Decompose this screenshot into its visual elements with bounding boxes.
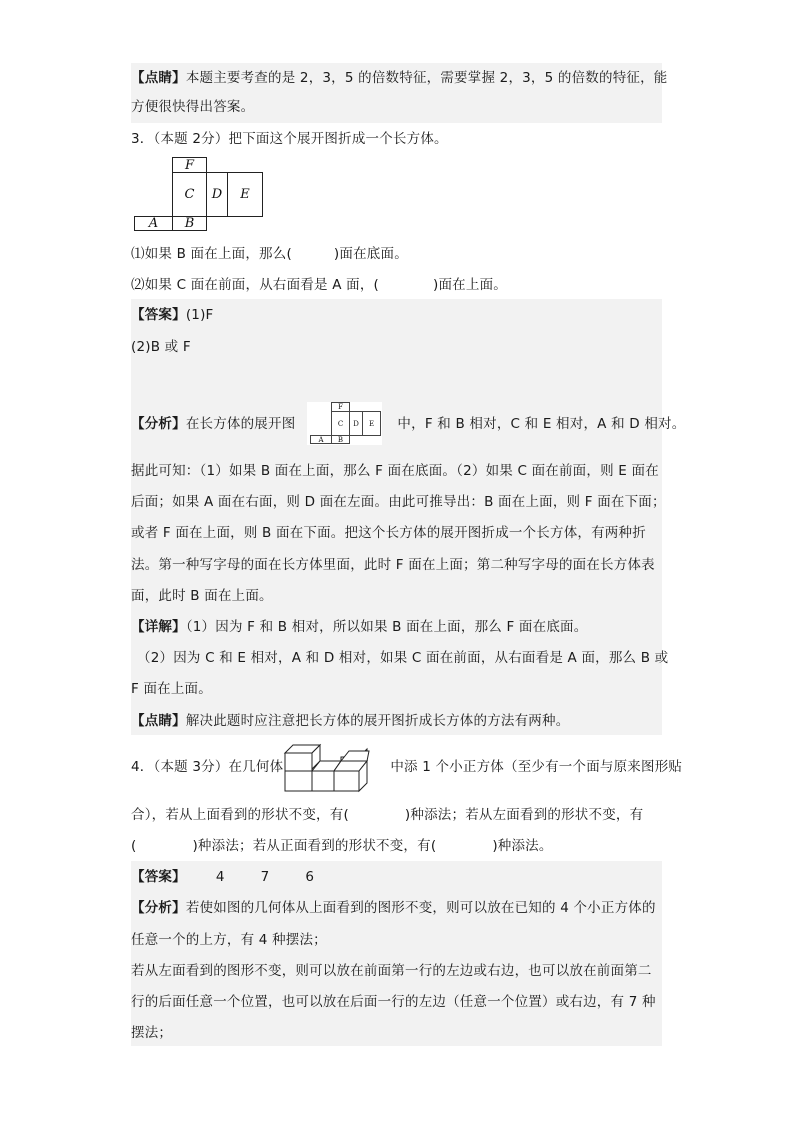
cuboid-net-figure [134,157,264,232]
q4-answer-2: 7 [260,869,270,885]
q3-reason-3: 或者 F 面在上面，则 B 面在下面。把这个长方体的展开图折成一个长方体，有两种折 [131,525,646,541]
small-net-face-a: A [310,435,332,444]
q3-part-1: ⑴如果 B 面在上面，那么( )面在底面。 [131,246,408,262]
q3-answer-tag-line: 【答案】(1)F [131,307,214,323]
q3-title: 3．（本题 2分）把下面这个展开图折成一个长方体。 [131,131,448,147]
q3-detail-1: 【详解】（1）因为 F 和 B 相对，所以如果 B 面在上面，那么 F 面在底面。 [131,619,588,635]
q4-answer-block [131,861,662,1046]
q3-reason-5: 面，此时 B 面在上面。 [131,588,273,604]
q3-answer-block [131,299,662,735]
q4-answer-1: 4 [215,869,225,885]
q4-analysis-4: 行的后面任意一个位置，也可以放在后面一行的左边（任意一个位置）或右边，有 7 种 [131,994,656,1010]
q3-detail-3: F 面在上面。 [131,681,212,697]
q4-analysis-2: 任意一个的上方，有 4 种摆法； [131,932,327,948]
small-net-face-d: D [349,411,363,436]
q4-answer-3: 6 [305,869,315,885]
net-face-c: C [172,172,207,217]
q4-line-2: 合），若从上面看到的形状不变，有( )种添法；若从左面看到的形状不变，有 [131,807,644,823]
prev-review-line-1: 【点睛】本题主要考查的是 2，3，5 的倍数特征，需要掌握 2，3，5 的倍数的特征，能 [131,70,668,86]
q3-analysis-line: 【分析】在长方体的展开图 中，F 和 B 相对，C 和 E 相对，A 和 D 相对。 [131,416,686,432]
cube-solid-figure [283,743,373,793]
net-face-a: A [134,216,173,231]
q4-title: 4．（本题 3分）在几何体 中添 1 个小正方体（至少有一个面与原来图形贴 [131,759,683,775]
q4-analysis-5: 摆法； [131,1025,173,1041]
q3-part-2: ⑵如果 C 面在前面，从右面看是 A 面，( )面在上面。 [131,277,507,293]
cuboid-net-small-figure [307,402,382,445]
net-face-d: D [206,172,228,217]
small-net-face-f: F [331,402,350,412]
q4-analysis-3: 若从左面看到的图形不变，则可以放在前面第一行的左边或右边，也可以放在前面第二 [131,963,652,979]
q4-answer: 【答案】 4 7 6 [131,869,315,885]
net-face-e: E [227,172,263,217]
prev-review-line-2: 方便很快得出答案。 [131,99,255,115]
q3-detail-2: （2）因为 C 和 E 相对，A 和 D 相对，如果 C 面在前面，从右面看是 A 面，那么 B 或 [137,650,669,666]
q3-reason-4: 法。第一种写字母的面在长方体里面，此时 F 面在上面；第二种写字母的面在长方体表 [131,557,655,573]
q4-analysis-1: 【分析】若使如图的几何体从上面看到的图形不变，则可以放在已知的 4 个小正方体的 [131,900,656,916]
small-net-face-e: E [362,411,381,436]
net-face-f: F [172,157,207,173]
q3-reason-2: 后面；如果 A 面在右面，则 D 面在左面。由此可推导出：B 面在上面，则 F 面在下面； [131,494,666,510]
q3-review: 【点睛】解决此题时应注意把长方体的展开图折成长方体的方法有两种。 [131,713,570,729]
q3-answer-2: (2)B 或 F [131,339,191,355]
small-net-face-c: C [331,411,350,436]
q4-line-3: ( )种添法；若从正面看到的形状不变，有( )种添法。 [131,838,553,854]
small-net-face-b: B [331,435,350,444]
q3-reason-1: 据此可知：（1）如果 B 面在上面，那么 F 面在底面。（2）如果 C 面在前面，则 E 面在 [131,463,659,479]
net-face-b: B [172,216,207,231]
